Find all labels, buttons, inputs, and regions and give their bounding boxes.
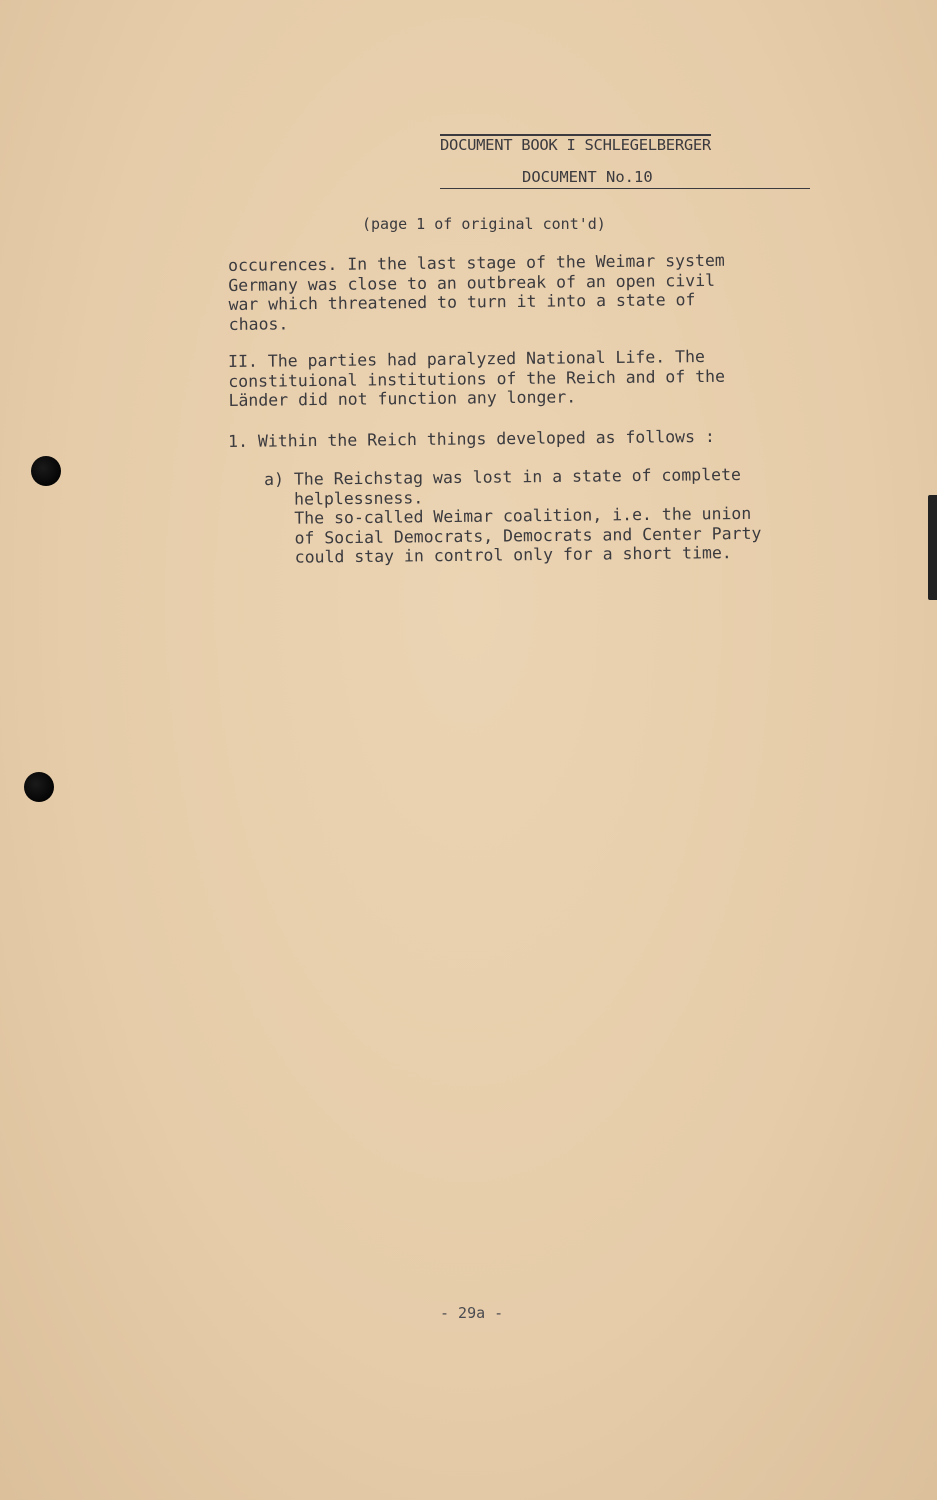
- punch-hole-top: [31, 456, 61, 486]
- intro-paragraph: occurences. In the last stage of the Weimar system Germany was close to an outbreak of an open civil war which threatened to turn it into a state of chaos.: [228, 250, 725, 334]
- document-book-header: DOCUMENT BOOK I SCHLEGELBERGER: [440, 136, 711, 154]
- page-number: - 29a -: [440, 1304, 504, 1322]
- document-number-text: DOCUMENT No.10: [522, 168, 653, 186]
- document-number-header: [440, 168, 810, 189]
- continuation-note: (page 1 of original cont'd): [362, 215, 606, 233]
- point-one-paragraph: 1. Within the Reich things developed as follows :: [228, 426, 715, 451]
- section-two-paragraph: II. The parties had paralyzed National Life. The constituional institutions of the Reich and of the Länder did not function any longer.: [228, 347, 726, 410]
- page-edge-tab: [928, 495, 937, 600]
- sub-point-a-paragraph: a) The Reichstag was lost in a state of complete helplessness. The so-called Weimar coalition, i.e. the union of Social Democrats, Democrats and Center Party could stay in control only for a short time.: [264, 465, 762, 567]
- punch-hole-bottom: [24, 772, 54, 802]
